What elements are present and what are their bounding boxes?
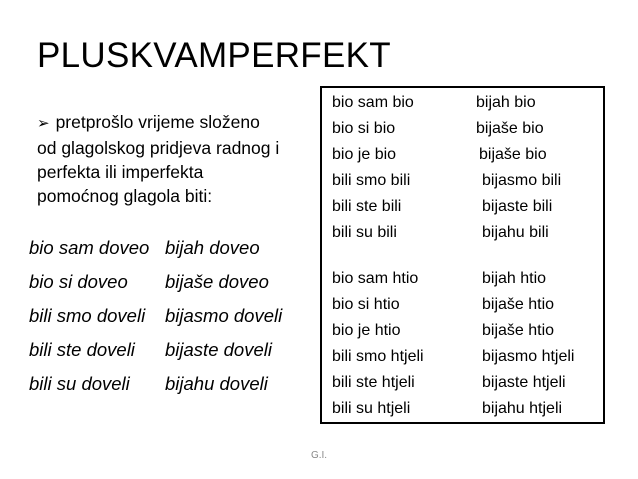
arrow-bullet-icon: ➢ — [37, 115, 50, 132]
perfect-form: bio si bio — [332, 120, 396, 137]
perfect-form: bili smo doveli — [29, 305, 146, 326]
table-row — [29, 270, 282, 304]
perfect-form: bili su bili — [332, 224, 397, 241]
perfect-form: bili ste htjeli — [332, 374, 415, 391]
doveo-conjugation-table — [29, 236, 282, 406]
imperfect-form: bijaše bio — [476, 120, 544, 137]
imperfect-form: bijasmo bili — [482, 172, 562, 189]
intro-line-4: pomoćnog glagola biti: — [37, 186, 213, 206]
perfect-form: bili smo htjeli — [332, 348, 424, 365]
imperfect-form: bijasmo htjeli — [482, 348, 575, 365]
imperfect-form: bijaste doveli — [165, 339, 272, 360]
intro-line-2: od glagolskog pridjeva radnog i — [37, 138, 280, 158]
intro-line-1 — [37, 110, 312, 136]
imperfect-form: bijahu doveli — [165, 373, 268, 394]
perfect-form: bio sam doveo — [29, 237, 150, 258]
perfect-form: bili ste doveli — [29, 339, 135, 360]
imperfect-form: bijahu bili — [482, 224, 549, 241]
imperfect-form: bijah bio — [476, 94, 536, 111]
table-row — [29, 236, 282, 270]
footer-initials: G.I. — [310, 450, 328, 461]
intro-text — [37, 110, 312, 208]
perfect-form: bio je bio — [332, 146, 397, 163]
intro-line-3: perfekta ili imperfekta — [37, 162, 204, 182]
perfect-form: bio je htio — [332, 322, 401, 339]
perfect-form: bili su htjeli — [332, 400, 411, 417]
perfect-form: bio si doveo — [29, 271, 128, 292]
table-row — [29, 372, 282, 406]
bordered-conjugation-box — [320, 86, 605, 424]
imperfect-form: bijaste bili — [482, 198, 553, 215]
intro-line-1-text: pretprošlo vrijeme složeno — [55, 112, 260, 132]
perfect-form: bili su doveli — [29, 373, 130, 394]
perfect-form: bili ste bili — [332, 198, 402, 215]
table-row — [29, 304, 282, 338]
imperfect-form: bijaste htjeli — [482, 374, 566, 391]
perfect-form: bio si htio — [332, 296, 400, 313]
imperfect-form: bijaše htio — [482, 296, 555, 313]
perfect-form: bio sam htio — [332, 270, 419, 287]
imperfect-form: bijaše doveo — [165, 271, 269, 292]
imperfect-form: bijahu htjeli — [482, 400, 563, 417]
perfect-form: bio sam bio — [332, 94, 414, 111]
imperfect-form: bijaše bio — [479, 146, 547, 163]
imperfect-form: bijah doveo — [165, 237, 260, 258]
imperfect-form: bijasmo doveli — [165, 305, 283, 326]
imperfect-form: bijah htio — [482, 270, 547, 287]
table-row — [29, 338, 282, 372]
perfect-form: bili smo bili — [332, 172, 411, 189]
slide-title: PLUSKVAMPERFEKT — [37, 36, 391, 75]
imperfect-form: bijaše htio — [482, 322, 555, 339]
